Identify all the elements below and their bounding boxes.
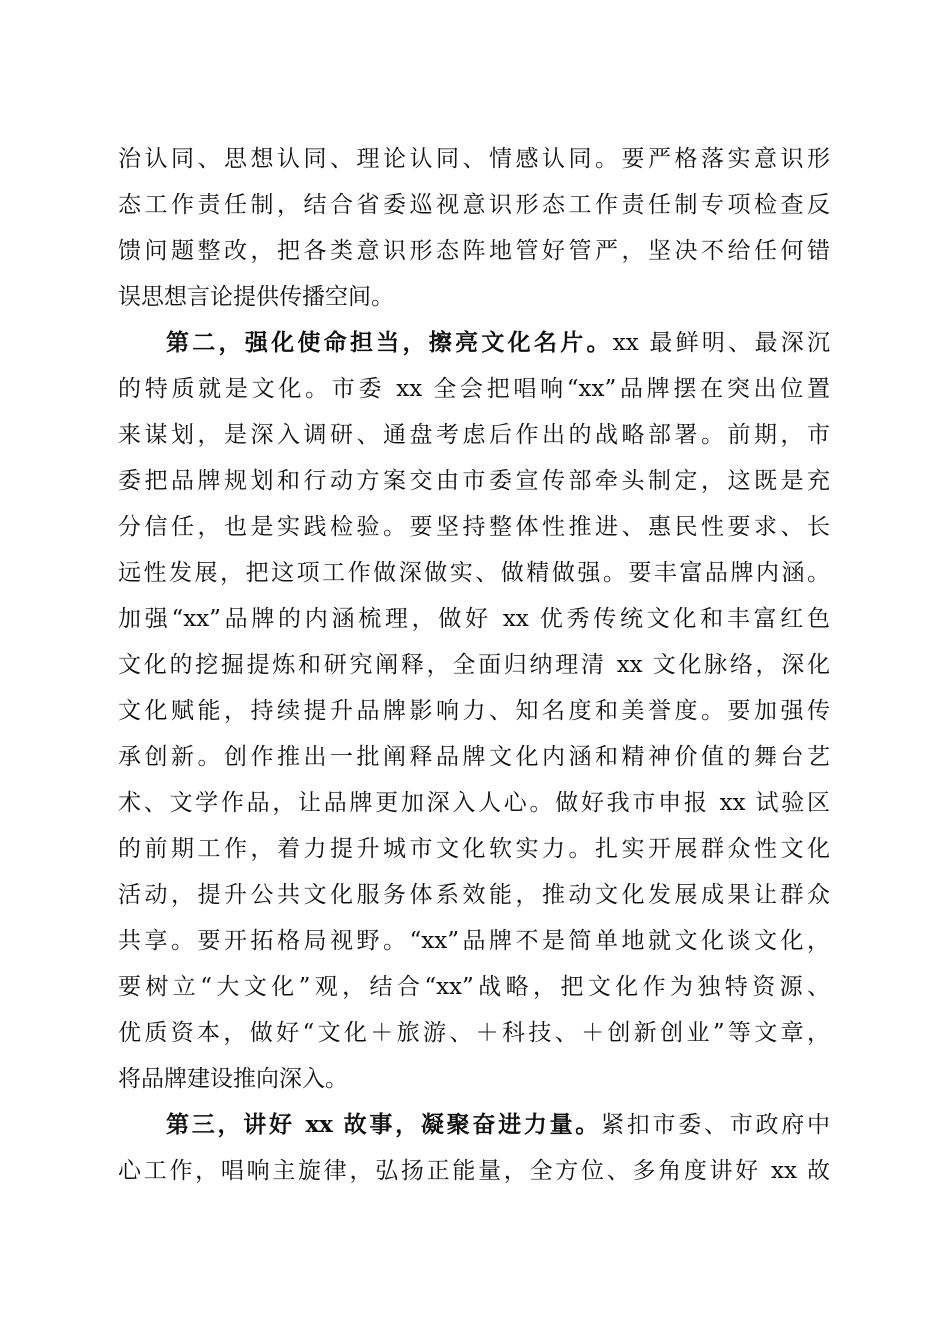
p2-line-1 <box>166 323 830 363</box>
p2-line-7: 加强“xx”品牌的内涵梳理，做好 xx 优秀传统文化和丰富红色 <box>118 606 830 632</box>
p2-line-13: 活动，提升公共文化服务体系效能，推动文化发展成果让群众 <box>118 882 830 908</box>
p2-line-6: 远性发展，把这项工作做深做实、做精做强。要丰富品牌内涵。 <box>118 560 830 586</box>
p2-line-14: 共享。要开拓格局视野。“xx”品牌不是简单地就文化谈文化， <box>118 928 830 954</box>
p2-line-2: 的特质就是文化。市委 xx 全会把唱响“xx”品牌摆在突出位置 <box>118 376 830 402</box>
p3-line-1 <box>166 1105 830 1145</box>
p2-line-8: 文化的挖掘提炼和研究阐释，全面归纳理清 xx 文化脉络，深化 <box>118 652 830 678</box>
p3-line-1-rest: 紧扣市委、市政府中 <box>601 1112 830 1138</box>
p2-line-9: 文化赋能，持续提升品牌影响力、知名度和美誉度。要加强传 <box>118 698 830 724</box>
p2-line-11: 术、文学作品，让品牌更加深入人心。做好我市申报 xx 试验区 <box>118 790 830 816</box>
p1-line-3: 馈问题整改，把各类意识形态阵地管好管严，坚决不给任何错 <box>118 238 830 264</box>
p2-heading: 第二，强化使命担当，擦亮文化名片。 <box>166 329 613 356</box>
p1-line-4: 误思想言论提供传播空间。 <box>118 284 394 310</box>
p2-line-17: 将品牌建设推向深入。 <box>118 1066 348 1092</box>
p1-line-2: 态工作责任制，结合省委巡视意识形态工作责任制专项检查反 <box>118 192 830 218</box>
p2-line-15: 要树立“大文化”观，结合“xx”战略，把文化作为独特资源、 <box>118 974 830 1000</box>
p2-line-1-rest: xx 最鲜明、最深沉 <box>612 330 830 356</box>
p2-line-3: 来谋划，是深入调研、通盘考虑后作出的战略部署。前期，市 <box>118 422 830 448</box>
p2-line-12: 的前期工作，着力提升城市文化软实力。扎实开展群众性文化 <box>118 836 830 862</box>
p2-line-16: 优质资本，做好“文化＋旅游、＋科技、＋创新创业”等文章， <box>118 1020 830 1046</box>
p3-line-2: 心工作，唱响主旋律，弘扬正能量，全方位、多角度讲好 xx 故 <box>118 1158 830 1184</box>
p1-line-1: 治认同、思想认同、理论认同、情感认同。要严格落实意识形 <box>118 146 830 172</box>
p2-line-5: 分信任，也是实践检验。要坚持整体性推进、惠民性要求、长 <box>118 514 830 540</box>
p2-line-10: 承创新。创作推出一批阐释品牌文化内涵和精神价值的舞台艺 <box>118 744 830 770</box>
p3-heading: 第三，讲好 xx 故事，凝聚奋进力量。 <box>166 1111 602 1138</box>
p2-line-4: 委把品牌规划和行动方案交由市委宣传部牵头制定，这既是充 <box>118 468 830 494</box>
